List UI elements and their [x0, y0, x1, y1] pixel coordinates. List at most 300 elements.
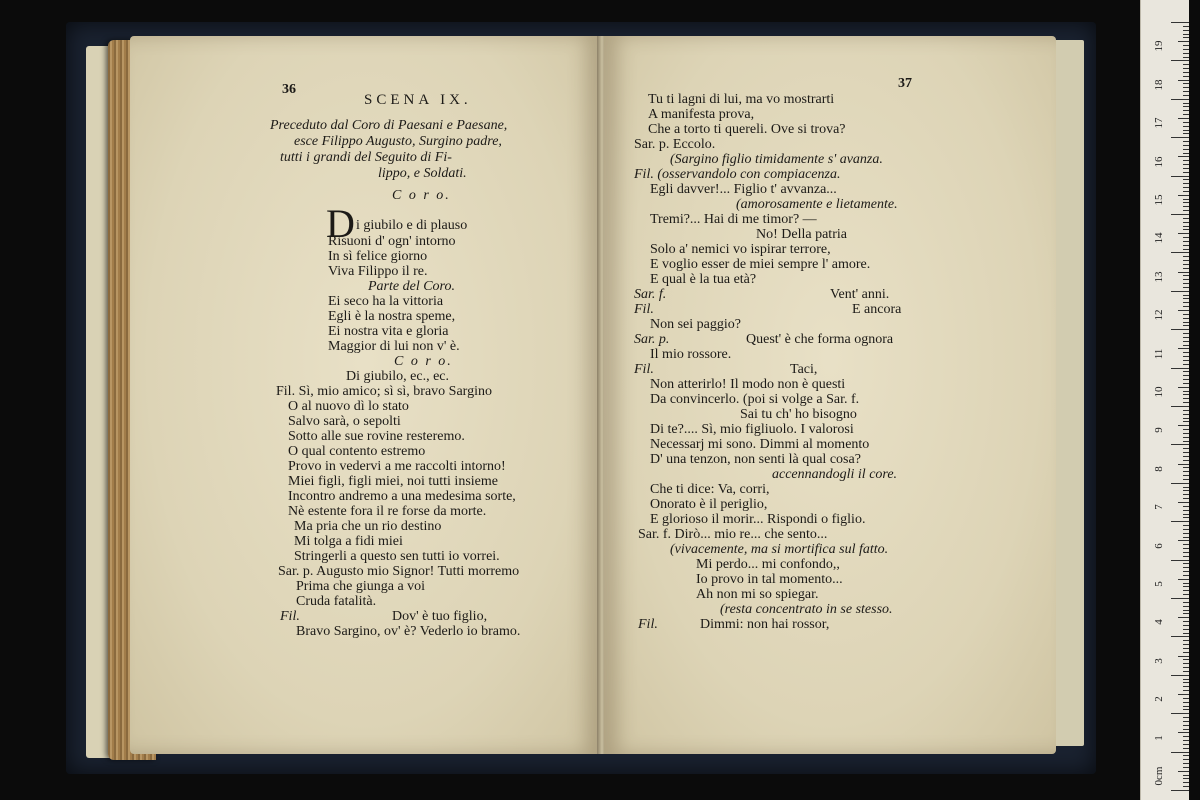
verse-line: Egli è la nostra speme,: [328, 309, 456, 324]
ruler-tick: [1183, 394, 1189, 395]
verse-line: Dov' è tuo figlio,: [392, 609, 488, 624]
ruler-tick: [1183, 187, 1189, 188]
ruler-tick: [1183, 498, 1189, 499]
verse-line: D' una tenzon, non senti là qual cosa?: [650, 452, 861, 467]
ruler-tick: [1183, 87, 1189, 88]
stage-direction: esce Filippo Augusto, Surgino padre,: [294, 134, 502, 149]
verse-line: Vent' anni.: [830, 287, 890, 302]
ruler-tick: [1183, 352, 1189, 353]
ruler-tick: [1178, 464, 1189, 465]
verse-line: Nè estente fora il re forse da morte.: [288, 504, 487, 519]
ruler-tick: [1171, 99, 1189, 100]
ruler-tick: [1183, 183, 1189, 184]
ruler-tick: [1183, 671, 1189, 672]
ruler-number: 12: [1153, 309, 1165, 321]
stage-direction: (Sargino figlio timidamente s' avanza.: [670, 152, 883, 167]
ruler-tick: [1183, 690, 1189, 691]
ruler-tick: [1183, 57, 1189, 58]
stage-direction: (vivacemente, ma si mortifica sul fatto.: [670, 542, 889, 557]
ruler-number: 7: [1153, 504, 1165, 510]
ruler-tick: [1183, 110, 1189, 111]
verse-line: E qual è la tua età?: [650, 272, 757, 287]
verse-line: Risuoni d' ogn' intorno: [328, 234, 456, 249]
ruler-tick: [1183, 314, 1189, 315]
verse-line: Necessarj mi sono. Dimmi al momento: [650, 437, 870, 452]
ruler-tick: [1183, 506, 1189, 507]
stage-direction: (amorosamente e lietamente.: [736, 197, 898, 212]
verse-line: Bravo Sargino, ov' è? Vederlo io bramo.: [296, 624, 521, 639]
verse-line: Quest' è che forma ognora: [746, 332, 894, 347]
ruler-number: 3: [1153, 658, 1165, 664]
ruler-tick: [1183, 371, 1189, 372]
ruler-tick: [1183, 53, 1189, 54]
ruler-tick: [1183, 356, 1189, 357]
ruler-tick: [1183, 229, 1189, 230]
ruler-number: 4: [1153, 619, 1165, 626]
ruler-tick: [1183, 759, 1189, 760]
verse-line: Sar. p. Eccolo.: [634, 137, 716, 152]
ruler-tick: [1183, 256, 1189, 257]
verse-line: Egli davver!... Figlio t' avvanza...: [650, 182, 837, 197]
ruler-tick: [1183, 199, 1189, 200]
ruler-tick: [1171, 137, 1189, 138]
ruler-tick: [1171, 368, 1189, 369]
ruler-tick: [1178, 425, 1189, 426]
ruler-tick: [1183, 414, 1189, 415]
ruler-tick: [1183, 633, 1189, 634]
ruler-tick: [1183, 410, 1189, 411]
ruler-tick: [1183, 153, 1189, 154]
ruler-tick: [1183, 364, 1189, 365]
ruler-tick: [1183, 644, 1189, 645]
verse-line: Viva Filippo il re.: [328, 264, 428, 279]
ruler-tick: [1178, 118, 1189, 119]
verse-line: Salvo sarà, o sepolti: [288, 414, 401, 429]
verse-line: Cruda fatalità.: [296, 594, 377, 609]
ruler-tick: [1183, 740, 1189, 741]
ruler-tick: [1171, 406, 1189, 407]
ruler-tick: [1183, 594, 1189, 595]
ruler-tick: [1171, 752, 1189, 753]
ruler-tick: [1183, 126, 1189, 127]
ruler-tick: [1183, 398, 1189, 399]
ruler-tick: [1178, 656, 1189, 657]
ruler-tick: [1183, 467, 1189, 468]
ruler-tick: [1178, 694, 1189, 695]
verse-line: Che a torto ti quereli. Ove si trova?: [648, 122, 846, 137]
ruler-tick: [1183, 237, 1189, 238]
ruler-tick: [1183, 68, 1189, 69]
ruler-tick: [1183, 383, 1189, 384]
verse-line: Il mio rossore.: [650, 347, 732, 362]
ruler-tick: [1183, 268, 1189, 269]
ruler-tick: [1183, 287, 1189, 288]
stage-direction: accennandogli il core.: [772, 467, 898, 482]
page-number: 37: [898, 76, 912, 91]
verse-line: Dimmi: non hai rossor,: [700, 617, 830, 632]
ruler-number: 2: [1153, 696, 1165, 702]
verse-line: Che ti dice: Va, corri,: [650, 482, 770, 497]
ruler-tick: [1183, 537, 1189, 538]
ruler-tick: [1183, 76, 1189, 77]
ruler-tick: [1183, 45, 1189, 46]
ruler-tick: [1183, 279, 1189, 280]
ruler-number: 14: [1153, 232, 1165, 244]
ruler-number: 8: [1153, 466, 1165, 472]
verse-line: Sai tu ch' ho bisogno: [740, 407, 857, 422]
ruler-tick: [1183, 590, 1189, 591]
ruler-tick: [1183, 736, 1189, 737]
ruler-tick: [1183, 34, 1189, 35]
stage-direction: Parte del Coro.: [368, 279, 455, 294]
ruler-tick: [1183, 164, 1189, 165]
ruler-tick: [1183, 441, 1189, 442]
ruler-tick: [1183, 567, 1189, 568]
ruler-tick: [1183, 83, 1189, 84]
ruler-tick: [1183, 586, 1189, 587]
ruler-tick: [1183, 141, 1189, 142]
ruler-number: 6: [1153, 542, 1165, 549]
ruler-tick: [1183, 613, 1189, 614]
scene-title: SCENA IX.: [364, 92, 472, 108]
ruler-number: 11: [1153, 348, 1165, 359]
ruler-tick: [1171, 252, 1189, 253]
ruler-tick: [1183, 575, 1189, 576]
ruler-tick: [1183, 283, 1189, 284]
ruler-tick: [1183, 168, 1189, 169]
ruler-tick: [1183, 721, 1189, 722]
ruler-tick: [1183, 91, 1189, 92]
ruler-tick: [1183, 306, 1189, 307]
ruler-tick: [1183, 333, 1189, 334]
stage-direction: tutti i grandi del Seguito di Fi-: [280, 150, 452, 165]
ruler-tick: [1183, 494, 1189, 495]
ruler-tick: [1183, 640, 1189, 641]
ruler-tick: [1183, 479, 1189, 480]
ruler-tick: [1183, 210, 1189, 211]
ruler-number: 18: [1153, 79, 1165, 91]
ruler-tick: [1171, 560, 1189, 561]
measuring-ruler: [1140, 0, 1189, 800]
ruler-tick: [1183, 122, 1189, 123]
ruler-tick: [1183, 606, 1189, 607]
verse-line: Provo in vedervi a me raccolti intorno!: [288, 459, 506, 474]
ruler-tick: [1183, 222, 1189, 223]
verse-line: Stringerli a questo sen tutti io vorrei.: [294, 549, 500, 564]
ruler-tick: [1183, 226, 1189, 227]
ruler-tick: [1178, 502, 1189, 503]
ruler-tick: [1183, 160, 1189, 161]
ruler-tick: [1183, 295, 1189, 296]
ruler-tick: [1178, 579, 1189, 580]
ruler-tick: [1178, 195, 1189, 196]
ruler-tick: [1183, 686, 1189, 687]
ruler-tick: [1171, 483, 1189, 484]
ruler-number: 0cm: [1153, 766, 1165, 786]
drop-cap: D: [326, 201, 355, 246]
verse-line: Non sei paggio?: [650, 317, 741, 332]
ruler-tick: [1183, 767, 1189, 768]
ruler-tick: [1183, 345, 1189, 346]
speaker-heading: C o r o.: [392, 188, 451, 203]
verse-line: Mi perdo... mi confondo,,: [696, 557, 840, 572]
ruler-tick: [1183, 325, 1189, 326]
speaker-label: Fil.: [280, 609, 300, 624]
ruler-tick: [1183, 602, 1189, 603]
ruler-number: 19: [1153, 40, 1165, 52]
ruler-tick: [1183, 375, 1189, 376]
speaker-label: Fil.: [634, 362, 654, 377]
ruler-tick: [1183, 663, 1189, 664]
verse-line: No! Della patria: [756, 227, 847, 242]
ruler-tick: [1183, 149, 1189, 150]
ruler-tick: [1183, 786, 1189, 787]
ruler-tick: [1178, 387, 1189, 388]
ruler-tick: [1183, 583, 1189, 584]
ruler-tick: [1183, 471, 1189, 472]
ruler-tick: [1171, 214, 1189, 215]
ruler-tick: [1183, 629, 1189, 630]
ruler-number: 15: [1153, 194, 1165, 206]
ruler-tick: [1183, 782, 1189, 783]
verse-line: i giubilo e di plauso: [356, 218, 468, 233]
verse-line: Taci,: [790, 362, 818, 377]
verse-line: Sotto alle sue rovine resteremo.: [288, 429, 465, 444]
ruler-tick: [1178, 540, 1189, 541]
ruler-tick: [1183, 202, 1189, 203]
ruler-tick: [1183, 172, 1189, 173]
verse-line: Sar. f. Dirò... mio re... che sento...: [638, 527, 828, 542]
ruler-tick: [1183, 679, 1189, 680]
ruler-tick: [1183, 275, 1189, 276]
ruler-tick: [1183, 610, 1189, 611]
verse-line: Non atterirlo! Il modo non è questi: [650, 377, 846, 392]
ruler-tick: [1183, 318, 1189, 319]
ruler-tick: [1183, 514, 1189, 515]
ruler-tick: [1171, 598, 1189, 599]
ruler-tick: [1183, 37, 1189, 38]
ruler-tick: [1183, 755, 1189, 756]
ruler-tick: [1183, 360, 1189, 361]
ruler-tick: [1171, 60, 1189, 61]
verse-line: Maggior di lui non v' è.: [328, 339, 460, 354]
ruler-tick: [1183, 26, 1189, 27]
ruler-tick: [1183, 652, 1189, 653]
ruler-tick: [1183, 298, 1189, 299]
ruler-tick: [1183, 709, 1189, 710]
verse-line: Ei seco ha la vittoria: [328, 294, 444, 309]
ruler-number: 5: [1153, 581, 1165, 587]
ruler-number: 13: [1153, 271, 1165, 283]
verse-line: Incontro andremo a una medesima sorte,: [288, 489, 516, 504]
verse-line: Io provo in tal momento...: [696, 572, 843, 587]
ruler-tick: [1183, 763, 1189, 764]
ruler-tick: [1178, 348, 1189, 349]
ruler-tick: [1171, 291, 1189, 292]
ruler-tick: [1183, 437, 1189, 438]
ruler-tick: [1183, 72, 1189, 73]
ruler-tick: [1183, 114, 1189, 115]
verse-line: A manifesta prova,: [648, 107, 755, 122]
verse-line: Mi tolga a fidi miei: [294, 534, 403, 549]
ruler-tick: [1183, 702, 1189, 703]
ruler-tick: [1183, 260, 1189, 261]
ruler-tick: [1183, 249, 1189, 250]
ruler-tick: [1183, 179, 1189, 180]
ruler-number: 9: [1153, 427, 1165, 434]
speaker-label: Sar. f.: [634, 287, 667, 302]
ruler-tick: [1183, 391, 1189, 392]
ruler-tick: [1183, 206, 1189, 207]
verse-line: O qual contento estremo: [288, 444, 426, 459]
ruler-tick: [1183, 429, 1189, 430]
speaker-heading: C o r o.: [394, 354, 453, 369]
speaker-label: Sar. p.: [634, 332, 670, 347]
ruler-tick: [1183, 744, 1189, 745]
ruler-tick: [1183, 30, 1189, 31]
ruler-tick: [1183, 552, 1189, 553]
page-number: 36: [282, 82, 296, 97]
verse-line: Da convincerlo. (poi si volge a Sar. f.: [650, 392, 860, 407]
ruler-tick: [1183, 487, 1189, 488]
ruler-tick: [1183, 322, 1189, 323]
ruler-tick: [1178, 771, 1189, 772]
verse-line: Di te?.... Sì, mio figliuolo. I valorosi: [650, 422, 854, 437]
ruler-tick: [1171, 790, 1189, 791]
verse-line: Solo a' nemici vo ispirar terrore,: [650, 242, 831, 257]
verse-line: E voglio esser de miei sempre l' amore.: [650, 257, 871, 272]
ruler-tick: [1183, 456, 1189, 457]
ruler-tick: [1183, 64, 1189, 65]
ruler-tick: [1183, 717, 1189, 718]
ruler-tick: [1183, 729, 1189, 730]
ruler-tick: [1183, 218, 1189, 219]
stage-direction: Preceduto dal Coro di Paesani e Paesane,: [270, 118, 508, 133]
ruler-tick: [1183, 475, 1189, 476]
ruler-tick: [1183, 421, 1189, 422]
ruler-tick: [1171, 713, 1189, 714]
verse-line: Ei nostra vita e gloria: [328, 324, 449, 339]
ruler-tick: [1183, 264, 1189, 265]
verse-line: Ma pria che un rio destino: [294, 519, 442, 534]
stage-direction: (resta concentrato in se stesso.: [720, 602, 893, 617]
ruler-tick: [1183, 544, 1189, 545]
ruler-tick: [1171, 636, 1189, 637]
ruler-tick: [1183, 452, 1189, 453]
ruler-tick: [1183, 402, 1189, 403]
ruler-tick: [1183, 748, 1189, 749]
ruler-tick: [1183, 706, 1189, 707]
ruler-tick: [1178, 41, 1189, 42]
verse-line: E ancora: [852, 302, 902, 317]
verse-line: Fil. Sì, mio amico; sì sì, bravo Sargino: [276, 384, 492, 399]
verse-line: Ah non mi so spiegar.: [696, 587, 819, 602]
verse-line: Onorato è il periglio,: [650, 497, 768, 512]
stage-direction: Fil. (osservandolo con compiacenza.: [634, 167, 841, 182]
ruler-tick: [1183, 379, 1189, 380]
ruler-tick: [1183, 525, 1189, 526]
verse-line: Tu ti lagni di lui, ma vo mostrarti: [648, 92, 835, 107]
ruler-tick: [1171, 329, 1189, 330]
ruler-tick: [1171, 444, 1189, 445]
verse-line: Tremi?... Hai di me timor? —: [650, 212, 817, 227]
ruler-tick: [1171, 675, 1189, 676]
ruler-tick: [1183, 103, 1189, 104]
ruler-tick: [1171, 176, 1189, 177]
ruler-tick: [1183, 533, 1189, 534]
ruler-tick: [1183, 302, 1189, 303]
ruler-tick: [1183, 448, 1189, 449]
ruler-tick: [1183, 571, 1189, 572]
ruler-number: 10: [1153, 386, 1165, 398]
ruler-tick: [1183, 49, 1189, 50]
ruler-tick: [1183, 625, 1189, 626]
ruler-number: 1: [1153, 734, 1165, 741]
ruler-tick: [1183, 648, 1189, 649]
ruler-tick: [1183, 517, 1189, 518]
speaker-label: Fil.: [638, 617, 658, 632]
verse-line: O al nuovo dì lo stato: [288, 399, 409, 414]
ruler-tick: [1183, 245, 1189, 246]
ruler-tick: [1183, 241, 1189, 242]
ruler-tick: [1183, 460, 1189, 461]
verse-line: In sì felice giorno: [328, 249, 428, 264]
ruler-tick: [1183, 556, 1189, 557]
right-page: [604, 36, 1056, 754]
ruler-tick: [1178, 80, 1189, 81]
ruler-tick: [1183, 510, 1189, 511]
ruler-tick: [1183, 529, 1189, 530]
ruler-tick: [1183, 659, 1189, 660]
ruler-tick: [1183, 106, 1189, 107]
verse-line: Miei figli, figli miei, noi tutti insieme: [288, 474, 498, 489]
ruler-tick: [1183, 548, 1189, 549]
ruler-tick: [1178, 617, 1189, 618]
ruler-tick: [1183, 563, 1189, 564]
ruler-tick: [1183, 337, 1189, 338]
ruler-tick: [1178, 156, 1189, 157]
ruler-number: 17: [1153, 117, 1165, 129]
left-page: [130, 36, 600, 754]
ruler-tick: [1183, 133, 1189, 134]
speaker-label: Fil.: [634, 302, 654, 317]
ruler-tick: [1183, 621, 1189, 622]
verse-line: E glorioso il morir... Rispondi o figlio.: [650, 512, 866, 527]
ruler-tick: [1171, 521, 1189, 522]
ruler-tick: [1183, 145, 1189, 146]
ruler-tick: [1171, 22, 1189, 23]
ruler-tick: [1183, 191, 1189, 192]
ruler-tick: [1183, 725, 1189, 726]
ruler-tick: [1183, 490, 1189, 491]
ruler-tick: [1183, 130, 1189, 131]
ruler-tick: [1183, 682, 1189, 683]
stage-direction: lippo, e Soldati.: [378, 166, 467, 181]
ruler-number: 16: [1153, 156, 1165, 168]
verse-line: Prima che giunga a voi: [296, 579, 426, 594]
ruler-tick: [1183, 341, 1189, 342]
ruler-tick: [1178, 310, 1189, 311]
ruler-tick: [1178, 233, 1189, 234]
verse-line: Sar. p. Augusto mio Signor! Tutti morremo: [278, 564, 520, 579]
ruler-tick: [1183, 698, 1189, 699]
ruler-tick: [1183, 95, 1189, 96]
ruler-tick: [1178, 272, 1189, 273]
verse-line: Di giubilo, ec., ec.: [346, 369, 450, 384]
ruler-tick: [1183, 778, 1189, 779]
ruler-tick: [1178, 732, 1189, 733]
ruler-tick: [1183, 775, 1189, 776]
